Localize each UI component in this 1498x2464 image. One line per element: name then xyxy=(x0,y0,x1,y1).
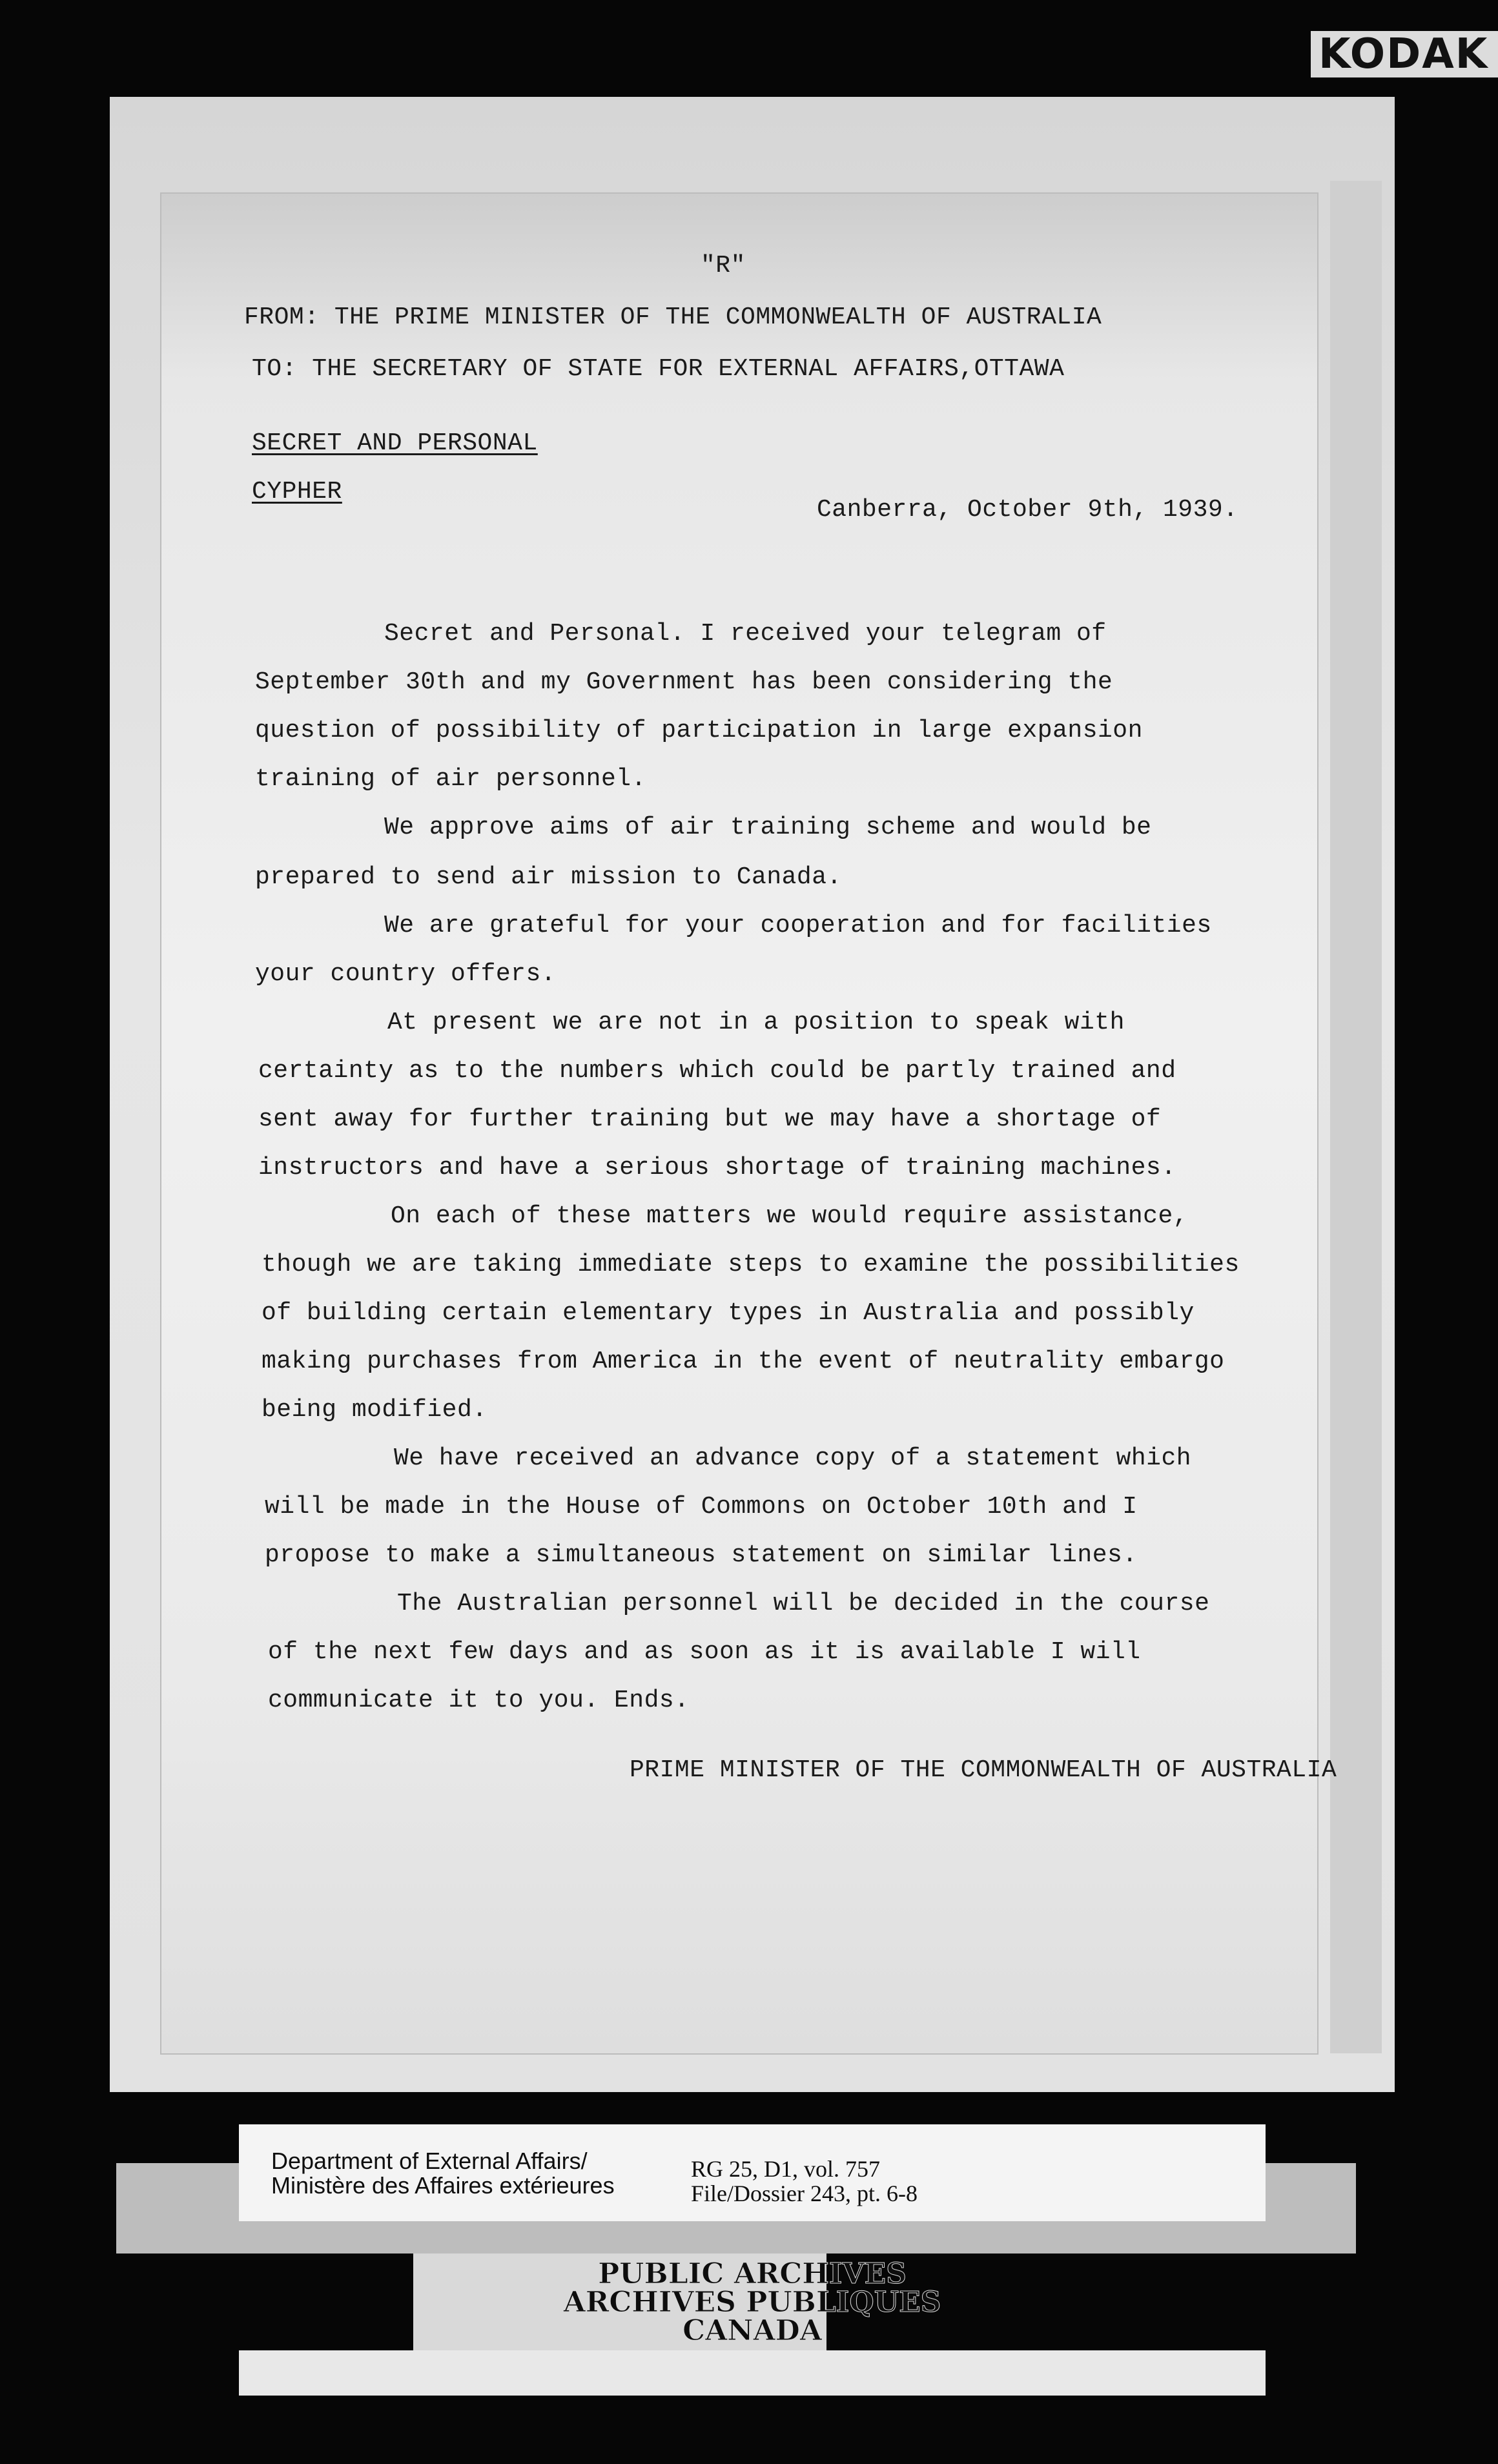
department-en: Department of External Affairs/ xyxy=(271,2148,588,2174)
kodak-film-marker: KODAK xyxy=(1311,31,1498,77)
transmission-method: CYPHER xyxy=(252,478,342,506)
body-line: of the next few days and as soon as it is available I will xyxy=(268,1638,1141,1666)
body-line: question of possibility of participation in large expansion xyxy=(255,717,1143,744)
body-line: The Australian personnel will be decided in the course xyxy=(397,1590,1210,1617)
body-line: instructors and have a serious shortage of training machines. xyxy=(258,1154,1176,1182)
lower-strip xyxy=(239,2350,1266,2396)
from-line: FROM: THE PRIME MINISTER OF THE COMMONWEALTH OF AUSTRALIA xyxy=(244,303,1102,331)
body-line: September 30th and my Government has been considering the xyxy=(255,668,1113,696)
body-line: On each of these matters we would require assistance, xyxy=(391,1202,1189,1230)
file-reference: File/Dossier 243, pt. 6-8 xyxy=(691,2181,918,2206)
body-line: Secret and Personal. I received your telegram of xyxy=(384,620,1107,648)
body-line: being modified. xyxy=(262,1396,487,1424)
body-line: propose to make a simultaneous statement on similar lines. xyxy=(265,1541,1138,1569)
archive-stamp-line: PUBLIC ARCHIVES xyxy=(598,2257,907,2290)
body-line: certainty as to the numbers which could be partly trained and xyxy=(258,1057,1176,1085)
body-line: making purchases from America in the event of neutrality embargo xyxy=(262,1348,1225,1375)
body-line: communicate it to you. Ends. xyxy=(268,1687,690,1714)
department-fr: Ministère des Affaires extérieures xyxy=(271,2172,615,2199)
record-group-reference: RG 25, D1, vol. 757 xyxy=(691,2156,881,2182)
place-date: Canberra, October 9th, 1939. xyxy=(817,496,1238,524)
body-line: though we are taking immediate steps to examine the possibilities xyxy=(262,1251,1240,1278)
archive-stamp xyxy=(239,2254,1266,2350)
signature: PRIME MINISTER OF THE COMMONWEALTH OF AUSTRALIA xyxy=(630,1756,1337,1784)
body-line: of building certain elementary types in Australia and possibly xyxy=(262,1299,1195,1327)
body-line: your country offers. xyxy=(255,960,557,988)
body-line: We have received an advance copy of a statement which xyxy=(394,1444,1192,1472)
body-line: sent away for further training but we may have a shortage of xyxy=(258,1105,1162,1133)
body-line: training of air personnel. xyxy=(255,765,646,793)
body-line: will be made in the House of Commons on October 10th and I xyxy=(265,1493,1138,1521)
archive-stamp-line: CANADA xyxy=(682,2314,822,2347)
mount-edge xyxy=(1330,181,1382,2053)
archive-reference-label xyxy=(239,2124,1266,2221)
body-line: prepared to send air mission to Canada. xyxy=(255,863,842,891)
body-line: We are grateful for your cooperation and for facilities xyxy=(384,912,1212,939)
to-line: TO: THE SECRETARY OF STATE FOR EXTERNAL AFFAIRS,OTTAWA xyxy=(252,355,1065,383)
body-line: At present we are not in a position to speak with xyxy=(387,1009,1125,1036)
letter-code: "R" xyxy=(701,252,746,280)
body-line: We approve aims of air training scheme and would be xyxy=(384,814,1152,841)
classification: SECRET AND PERSONAL xyxy=(252,429,538,457)
archive-stamp-line: ARCHIVES PUBLIQUES xyxy=(563,2286,941,2319)
